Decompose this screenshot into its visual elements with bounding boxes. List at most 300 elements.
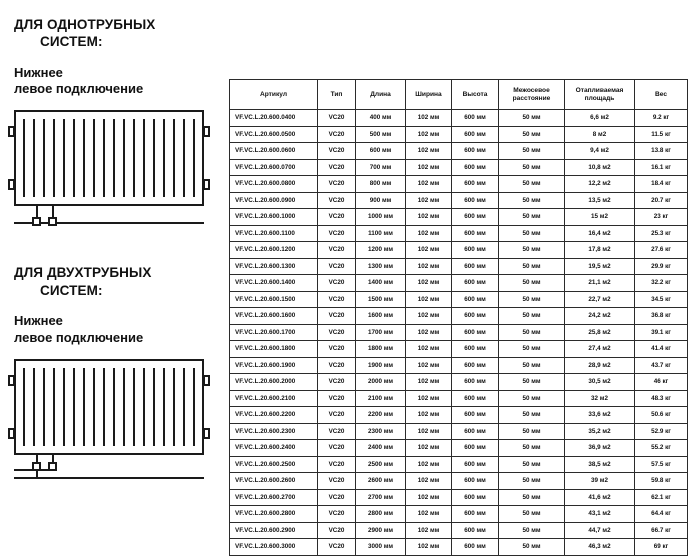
column-header-article: Артикул <box>230 80 318 110</box>
cell-heated-area: 44,7 м2 <box>565 522 635 539</box>
cell-axis-distance: 50 мм <box>499 423 565 440</box>
radiator-fin <box>73 119 75 197</box>
cell-article: VF.VC.L.20.600.0800 <box>230 176 318 193</box>
cell-article: VF.VC.L.20.600.1000 <box>230 209 318 226</box>
radiator-fin <box>173 119 175 197</box>
radiator-fin <box>23 119 25 197</box>
cell-weight: 41.4 кг <box>635 341 688 358</box>
cell-article: VF.VC.L.20.600.2400 <box>230 440 318 457</box>
cell-heated-area: 24,2 м2 <box>565 308 635 325</box>
left-column <box>14 16 219 459</box>
radiator-fin <box>83 368 85 446</box>
cell-length: 700 мм <box>356 159 406 176</box>
cell-width: 102 мм <box>406 489 452 506</box>
table-head <box>230 80 688 110</box>
cell-type: VC20 <box>318 374 356 391</box>
radiator-port-right-top <box>203 375 210 386</box>
valve-right <box>48 217 57 226</box>
cell-height: 600 мм <box>452 291 499 308</box>
cell-axis-distance: 50 мм <box>499 440 565 457</box>
cell-article: VF.VC.L.20.600.2800 <box>230 506 318 523</box>
column-header-type: Тип <box>318 80 356 110</box>
cell-heated-area: 28,9 м2 <box>565 357 635 374</box>
table-row <box>230 357 688 374</box>
cell-weight: 43.7 кг <box>635 357 688 374</box>
cell-height: 600 мм <box>452 341 499 358</box>
cell-height: 600 мм <box>452 473 499 490</box>
cell-length: 2400 мм <box>356 440 406 457</box>
cell-width: 102 мм <box>406 242 452 259</box>
radiator-port-right-bottom <box>203 179 210 190</box>
cell-height: 600 мм <box>452 242 499 259</box>
cell-axis-distance: 50 мм <box>499 258 565 275</box>
cell-length: 1500 мм <box>356 291 406 308</box>
table-row <box>230 341 688 358</box>
cell-width: 102 мм <box>406 126 452 143</box>
cell-article: VF.VC.L.20.600.1800 <box>230 341 318 358</box>
radiator-fin <box>93 119 95 197</box>
cell-axis-distance: 50 мм <box>499 308 565 325</box>
cell-type: VC20 <box>318 473 356 490</box>
cell-weight: 52.9 кг <box>635 423 688 440</box>
cell-height: 600 мм <box>452 539 499 556</box>
radiator-fin <box>183 119 185 197</box>
table-row <box>230 126 688 143</box>
section-two-pipe-subtitle-line1: Нижнее <box>14 312 63 328</box>
cell-article: VF.VC.L.20.600.2600 <box>230 473 318 490</box>
cell-width: 102 мм <box>406 522 452 539</box>
table-row <box>230 143 688 160</box>
cell-type: VC20 <box>318 423 356 440</box>
section-one-pipe-subtitle <box>14 65 219 99</box>
cell-axis-distance: 50 мм <box>499 324 565 341</box>
cell-article: VF.VC.L.20.600.1500 <box>230 291 318 308</box>
cell-heated-area: 39 м2 <box>565 473 635 490</box>
cell-heated-area: 36,9 м2 <box>565 440 635 457</box>
section-two-pipe-subtitle <box>14 313 219 347</box>
cell-width: 102 мм <box>406 407 452 424</box>
cell-height: 600 мм <box>452 225 499 242</box>
cell-axis-distance: 50 мм <box>499 473 565 490</box>
cell-width: 102 мм <box>406 291 452 308</box>
cell-height: 600 мм <box>452 423 499 440</box>
cell-heated-area: 17,8 м2 <box>565 242 635 259</box>
radiator-fin <box>103 119 105 197</box>
cell-height: 600 мм <box>452 275 499 292</box>
radiator-fin <box>113 119 115 197</box>
radiator-fin <box>73 368 75 446</box>
cell-type: VC20 <box>318 390 356 407</box>
table-row <box>230 489 688 506</box>
cell-type: VC20 <box>318 324 356 341</box>
cell-weight: 48.3 кг <box>635 390 688 407</box>
table-row <box>230 225 688 242</box>
cell-axis-distance: 50 мм <box>499 209 565 226</box>
radiator-fin <box>113 368 115 446</box>
cell-weight: 59.8 кг <box>635 473 688 490</box>
table-row <box>230 275 688 292</box>
cell-weight: 25.3 кг <box>635 225 688 242</box>
cell-type: VC20 <box>318 225 356 242</box>
cell-length: 800 мм <box>356 176 406 193</box>
cell-axis-distance: 50 мм <box>499 126 565 143</box>
cell-type: VC20 <box>318 110 356 127</box>
radiator-fin <box>123 119 125 197</box>
cell-article: VF.VC.L.20.600.2300 <box>230 423 318 440</box>
radiator-fin <box>133 368 135 446</box>
cell-height: 600 мм <box>452 374 499 391</box>
cell-heated-area: 25,8 м2 <box>565 324 635 341</box>
radiator-fin <box>163 368 165 446</box>
cell-width: 102 мм <box>406 176 452 193</box>
cell-heated-area: 13,5 м2 <box>565 192 635 209</box>
table-row <box>230 456 688 473</box>
cell-type: VC20 <box>318 275 356 292</box>
cell-article: VF.VC.L.20.600.1900 <box>230 357 318 374</box>
cell-axis-distance: 50 мм <box>499 291 565 308</box>
cell-weight: 55.2 кг <box>635 440 688 457</box>
cell-height: 600 мм <box>452 506 499 523</box>
cell-axis-distance: 50 мм <box>499 390 565 407</box>
specifications-table <box>229 79 688 556</box>
cell-width: 102 мм <box>406 225 452 242</box>
radiator-port-left-bottom <box>8 179 15 190</box>
cell-heated-area: 38,5 м2 <box>565 456 635 473</box>
pipe-diagram-two-pipe <box>14 455 204 485</box>
cell-type: VC20 <box>318 341 356 358</box>
cell-heated-area: 33,6 м2 <box>565 407 635 424</box>
radiator-fin <box>153 368 155 446</box>
cell-weight: 50.6 кг <box>635 407 688 424</box>
radiator-fin <box>93 368 95 446</box>
cell-heated-area: 16,4 м2 <box>565 225 635 242</box>
cell-width: 102 мм <box>406 374 452 391</box>
cell-type: VC20 <box>318 489 356 506</box>
cell-type: VC20 <box>318 357 356 374</box>
cell-type: VC20 <box>318 176 356 193</box>
cell-type: VC20 <box>318 291 356 308</box>
table-row <box>230 522 688 539</box>
radiator-body <box>14 110 204 206</box>
cell-article: VF.VC.L.20.600.3000 <box>230 539 318 556</box>
radiator-diagram-one-pipe <box>14 110 219 206</box>
pipe-diagram-one-pipe <box>14 206 204 236</box>
cell-axis-distance: 50 мм <box>499 341 565 358</box>
section-one-pipe-subtitle-line2: левое подключение <box>14 81 144 97</box>
cell-axis-distance: 50 мм <box>499 539 565 556</box>
cell-length: 600 мм <box>356 143 406 160</box>
cell-height: 600 мм <box>452 440 499 457</box>
cell-article: VF.VC.L.20.600.1200 <box>230 242 318 259</box>
section-two-pipe-subtitle-line2: левое подключение <box>14 329 144 345</box>
cell-article: VF.VC.L.20.600.1400 <box>230 275 318 292</box>
cell-length: 3000 мм <box>356 539 406 556</box>
cell-weight: 46 кг <box>635 374 688 391</box>
table-row <box>230 110 688 127</box>
radiator-port-right-bottom <box>203 428 210 439</box>
cell-width: 102 мм <box>406 275 452 292</box>
cell-heated-area: 8 м2 <box>565 126 635 143</box>
cell-length: 2800 мм <box>356 506 406 523</box>
table-header-row <box>230 80 688 110</box>
radiator-body <box>14 359 204 455</box>
cell-axis-distance: 50 мм <box>499 506 565 523</box>
cell-axis-distance: 50 мм <box>499 407 565 424</box>
cell-weight: 18.4 кг <box>635 176 688 193</box>
cell-weight: 9.2 кг <box>635 110 688 127</box>
cell-width: 102 мм <box>406 324 452 341</box>
cell-weight: 27.6 кг <box>635 242 688 259</box>
cell-height: 600 мм <box>452 209 499 226</box>
cell-type: VC20 <box>318 192 356 209</box>
table-row <box>230 209 688 226</box>
cell-length: 1900 мм <box>356 357 406 374</box>
cell-article: VF.VC.L.20.600.2500 <box>230 456 318 473</box>
table-row <box>230 423 688 440</box>
radiator-fin <box>53 368 55 446</box>
cell-length: 2500 мм <box>356 456 406 473</box>
cell-axis-distance: 50 мм <box>499 242 565 259</box>
cell-length: 1300 мм <box>356 258 406 275</box>
cell-width: 102 мм <box>406 473 452 490</box>
table-row <box>230 506 688 523</box>
cell-weight: 34.5 кг <box>635 291 688 308</box>
cell-length: 2100 мм <box>356 390 406 407</box>
cell-article: VF.VC.L.20.600.0900 <box>230 192 318 209</box>
column-header-heated-area: Отапливаемая площадь <box>565 80 635 110</box>
cell-type: VC20 <box>318 209 356 226</box>
cell-heated-area: 15 м2 <box>565 209 635 226</box>
table-row <box>230 407 688 424</box>
section-two-pipe-title-line2: СИСТЕМ: <box>40 282 103 298</box>
radiator-fin <box>103 368 105 446</box>
cell-axis-distance: 50 мм <box>499 159 565 176</box>
cell-article: VF.VC.L.20.600.2700 <box>230 489 318 506</box>
radiator-port-left-top <box>8 126 15 137</box>
table-row <box>230 308 688 325</box>
cell-length: 400 мм <box>356 110 406 127</box>
radiator-port-left-top <box>8 375 15 386</box>
radiator-diagram-two-pipe <box>14 359 219 455</box>
pipe-supply-horizontal <box>14 477 204 479</box>
valve-right <box>48 462 57 471</box>
cell-heated-area: 6,6 м2 <box>565 110 635 127</box>
cell-heated-area: 35,2 м2 <box>565 423 635 440</box>
cell-height: 600 мм <box>452 110 499 127</box>
cell-type: VC20 <box>318 143 356 160</box>
cell-axis-distance: 50 мм <box>499 192 565 209</box>
cell-article: VF.VC.L.20.600.2000 <box>230 374 318 391</box>
cell-height: 600 мм <box>452 489 499 506</box>
cell-axis-distance: 50 мм <box>499 225 565 242</box>
radiator-port-left-bottom <box>8 428 15 439</box>
cell-length: 2300 мм <box>356 423 406 440</box>
cell-article: VF.VC.L.20.600.1300 <box>230 258 318 275</box>
cell-type: VC20 <box>318 258 356 275</box>
cell-height: 600 мм <box>452 192 499 209</box>
cell-length: 2000 мм <box>356 374 406 391</box>
cell-heated-area: 10,8 м2 <box>565 159 635 176</box>
radiator-fin <box>33 368 35 446</box>
radiator-fin <box>53 119 55 197</box>
cell-weight: 13.8 кг <box>635 143 688 160</box>
cell-article: VF.VC.L.20.600.1600 <box>230 308 318 325</box>
cell-type: VC20 <box>318 159 356 176</box>
table-row <box>230 473 688 490</box>
cell-axis-distance: 50 мм <box>499 110 565 127</box>
table-row <box>230 374 688 391</box>
section-two-pipe-title <box>14 264 219 299</box>
table-row <box>230 159 688 176</box>
pipe-main-horizontal <box>14 222 204 224</box>
section-one-pipe-title-line1: ДЛЯ ОДНОТРУБНЫХ <box>14 17 156 32</box>
cell-width: 102 мм <box>406 110 452 127</box>
section-one-pipe-title <box>14 16 219 51</box>
section-one-pipe-title-line2: СИСТЕМ: <box>40 34 103 50</box>
cell-weight: 23 кг <box>635 209 688 226</box>
table-row <box>230 539 688 556</box>
section-one-pipe <box>14 16 219 206</box>
radiator-fin <box>83 119 85 197</box>
cell-axis-distance: 50 мм <box>499 275 565 292</box>
cell-type: VC20 <box>318 126 356 143</box>
cell-width: 102 мм <box>406 506 452 523</box>
cell-length: 1700 мм <box>356 324 406 341</box>
cell-axis-distance: 50 мм <box>499 374 565 391</box>
section-two-pipe-title-line1: ДЛЯ ДВУХТРУБНЫХ <box>14 265 152 281</box>
cell-height: 600 мм <box>452 390 499 407</box>
cell-weight: 29.9 кг <box>635 258 688 275</box>
cell-length: 900 мм <box>356 192 406 209</box>
cell-width: 102 мм <box>406 456 452 473</box>
section-one-pipe-subtitle-line1: Нижнее <box>14 64 63 80</box>
cell-axis-distance: 50 мм <box>499 522 565 539</box>
cell-height: 600 мм <box>452 456 499 473</box>
radiator-fin <box>63 119 65 197</box>
cell-weight: 20.7 кг <box>635 192 688 209</box>
radiator-fin <box>153 119 155 197</box>
cell-article: VF.VC.L.20.600.2900 <box>230 522 318 539</box>
cell-width: 102 мм <box>406 390 452 407</box>
cell-weight: 57.5 кг <box>635 456 688 473</box>
cell-length: 1600 мм <box>356 308 406 325</box>
cell-length: 2600 мм <box>356 473 406 490</box>
cell-height: 600 мм <box>452 324 499 341</box>
radiator-fin <box>163 119 165 197</box>
cell-type: VC20 <box>318 308 356 325</box>
cell-height: 600 мм <box>452 522 499 539</box>
cell-heated-area: 32 м2 <box>565 390 635 407</box>
cell-length: 2900 мм <box>356 522 406 539</box>
table-body <box>230 110 688 556</box>
radiator-fin <box>173 368 175 446</box>
cell-type: VC20 <box>318 506 356 523</box>
cell-type: VC20 <box>318 456 356 473</box>
table-row <box>230 291 688 308</box>
cell-weight: 32.2 кг <box>635 275 688 292</box>
cell-width: 102 мм <box>406 258 452 275</box>
cell-width: 102 мм <box>406 192 452 209</box>
cell-width: 102 мм <box>406 209 452 226</box>
cell-weight: 36.8 кг <box>635 308 688 325</box>
radiator-fin <box>43 119 45 197</box>
column-header-height: Высота <box>452 80 499 110</box>
cell-weight: 69 кг <box>635 539 688 556</box>
cell-article: VF.VC.L.20.600.2200 <box>230 407 318 424</box>
valve-left <box>32 462 41 471</box>
radiator-fin <box>23 368 25 446</box>
cell-type: VC20 <box>318 242 356 259</box>
cell-length: 1000 мм <box>356 209 406 226</box>
column-header-axis-distance: Межосевое расстояние <box>499 80 565 110</box>
section-two-pipe <box>14 264 219 454</box>
cell-axis-distance: 50 мм <box>499 357 565 374</box>
cell-weight: 16.1 кг <box>635 159 688 176</box>
table-row <box>230 242 688 259</box>
table-row <box>230 440 688 457</box>
cell-width: 102 мм <box>406 159 452 176</box>
column-header-width: Ширина <box>406 80 452 110</box>
cell-width: 102 мм <box>406 308 452 325</box>
cell-article: VF.VC.L.20.600.0600 <box>230 143 318 160</box>
radiator-fin <box>33 119 35 197</box>
valve-left <box>32 217 41 226</box>
cell-length: 2700 мм <box>356 489 406 506</box>
cell-type: VC20 <box>318 440 356 457</box>
cell-length: 500 мм <box>356 126 406 143</box>
radiator-fins <box>23 119 195 197</box>
cell-length: 1800 мм <box>356 341 406 358</box>
cell-article: VF.VC.L.20.600.0400 <box>230 110 318 127</box>
cell-type: VC20 <box>318 407 356 424</box>
cell-axis-distance: 50 мм <box>499 176 565 193</box>
cell-weight: 39.1 кг <box>635 324 688 341</box>
radiator-fin <box>43 368 45 446</box>
cell-width: 102 мм <box>406 423 452 440</box>
cell-width: 102 мм <box>406 341 452 358</box>
table-row <box>230 258 688 275</box>
cell-length: 1100 мм <box>356 225 406 242</box>
cell-weight: 11.5 кг <box>635 126 688 143</box>
cell-article: VF.VC.L.20.600.1100 <box>230 225 318 242</box>
cell-height: 600 мм <box>452 159 499 176</box>
cell-article: VF.VC.L.20.600.0700 <box>230 159 318 176</box>
cell-axis-distance: 50 мм <box>499 489 565 506</box>
cell-heated-area: 22,7 м2 <box>565 291 635 308</box>
cell-length: 1200 мм <box>356 242 406 259</box>
radiator-fin <box>193 368 195 446</box>
cell-height: 600 мм <box>452 258 499 275</box>
cell-width: 102 мм <box>406 440 452 457</box>
cell-heated-area: 19,5 м2 <box>565 258 635 275</box>
table-row <box>230 390 688 407</box>
cell-heated-area: 30,5 м2 <box>565 374 635 391</box>
specifications-table-wrapper <box>229 79 687 556</box>
cell-article: VF.VC.L.20.600.0500 <box>230 126 318 143</box>
cell-heated-area: 21,1 м2 <box>565 275 635 292</box>
radiator-port-right-top <box>203 126 210 137</box>
cell-weight: 66.7 кг <box>635 522 688 539</box>
column-header-length: Длина <box>356 80 406 110</box>
cell-type: VC20 <box>318 539 356 556</box>
cell-heated-area: 43,1 м2 <box>565 506 635 523</box>
cell-heated-area: 9,4 м2 <box>565 143 635 160</box>
cell-heated-area: 12,2 м2 <box>565 176 635 193</box>
cell-length: 1400 мм <box>356 275 406 292</box>
radiator-fin <box>143 119 145 197</box>
radiator-fin <box>63 368 65 446</box>
cell-height: 600 мм <box>452 126 499 143</box>
